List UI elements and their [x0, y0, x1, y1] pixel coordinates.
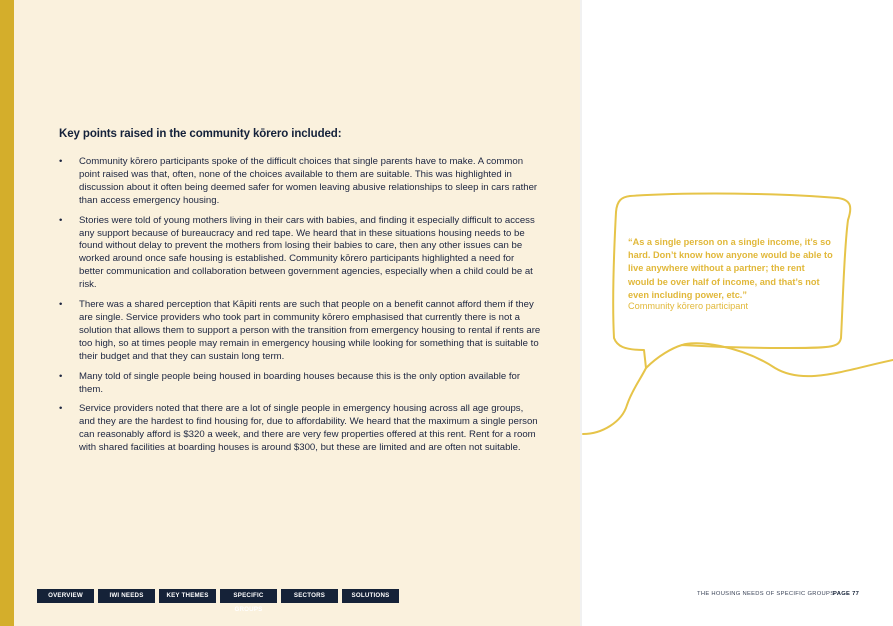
- list-item: [59, 403, 541, 455]
- list-item-text: Service providers noted that there are a lot of single people in emergency housing across all age groups, and they are the hardest to find housing for, due to affordability. We heard that the maximum a single person can reasonably afford is $320 a week, and there are very few properties offered at this rent. Rent for a room with shared facilities at boarding houses is around $300, but these are limited and are often not suitable.: [79, 403, 538, 454]
- section-heading: Key points raised in the community kōrero included:: [59, 128, 342, 140]
- list-item: [59, 299, 541, 364]
- nav-tab-key-themes[interactable]: KEY THEMES: [159, 589, 216, 603]
- list-item: [59, 215, 541, 292]
- list-item: [59, 371, 541, 397]
- nav-tab-solutions[interactable]: SOLUTIONS: [342, 589, 399, 603]
- list-item-text: Stories were told of young mothers living in their cars with babies, and finding it especially difficult to access any support because of bureaucracy and red tape. We heard that in these situations housing needs to be found without delay to prevent the mothers from losing their babies to care, then any other issues can be worked around once safe housing is established. Community kōrero participants highlighted a need for better communication and collaboration between government agencies, especially when a child could be at risk.: [79, 214, 535, 291]
- bullet-icon: •: [59, 370, 63, 382]
- footer-section-title: THE HOUSING NEEDS OF SPECIFIC GROUPS: [697, 591, 835, 597]
- bottom-nav: [37, 589, 399, 613]
- bullet-icon: •: [59, 156, 63, 167]
- bullet-icon: •: [59, 299, 63, 311]
- nav-tab-iwi-needs[interactable]: IWI NEEDS: [98, 589, 155, 603]
- nav-tab-overview[interactable]: OVERVIEW: [37, 589, 94, 603]
- accent-side-bar: [0, 0, 14, 626]
- nav-tab-specific-groups[interactable]: SPECIFIC GROUPS: [220, 589, 277, 603]
- key-points-list: [59, 156, 541, 462]
- bullet-icon: •: [59, 214, 63, 226]
- speech-bubble-outline: [580, 190, 893, 440]
- pull-quote-attribution: Community kōrero participant: [628, 301, 748, 311]
- list-item-text: Many told of single people being housed in boarding houses because this is the only option available for them.: [79, 370, 521, 395]
- list-item: [59, 156, 541, 208]
- pull-quote-text: “As a single person on a single income, it’s so hard. Don’t know how anyone would be able to live anywhere without a partner; the rent would be over half of income, and that’s not even including power, etc.”: [628, 237, 833, 300]
- nav-tab-sectors[interactable]: SECTORS: [281, 589, 338, 603]
- list-item-text: There was a shared perception that Kāpiti rents are such that people on a benefit cannot afford them if they are single. Service providers who took part in community kōrero emphasised that currently there is not a solution that allows them to support a person with the transition from emergency housing to rental if rents are too high, so at times people may remain in emergency housing while looking for something that is suitable to their budget and that they can sustain long term.: [79, 299, 541, 362]
- bullet-icon: •: [59, 403, 63, 415]
- page-number: PAGE 77: [833, 591, 860, 597]
- list-item-text: Community kōrero participants spoke of the difficult choices that single parents have to make. A common point raised was that, often, none of the choices available to them are suitable. This was highlighted in discussion about it often being deemed safer for women leaving abusive relationships to sleep in cars rather than access emergency housing.: [79, 156, 538, 206]
